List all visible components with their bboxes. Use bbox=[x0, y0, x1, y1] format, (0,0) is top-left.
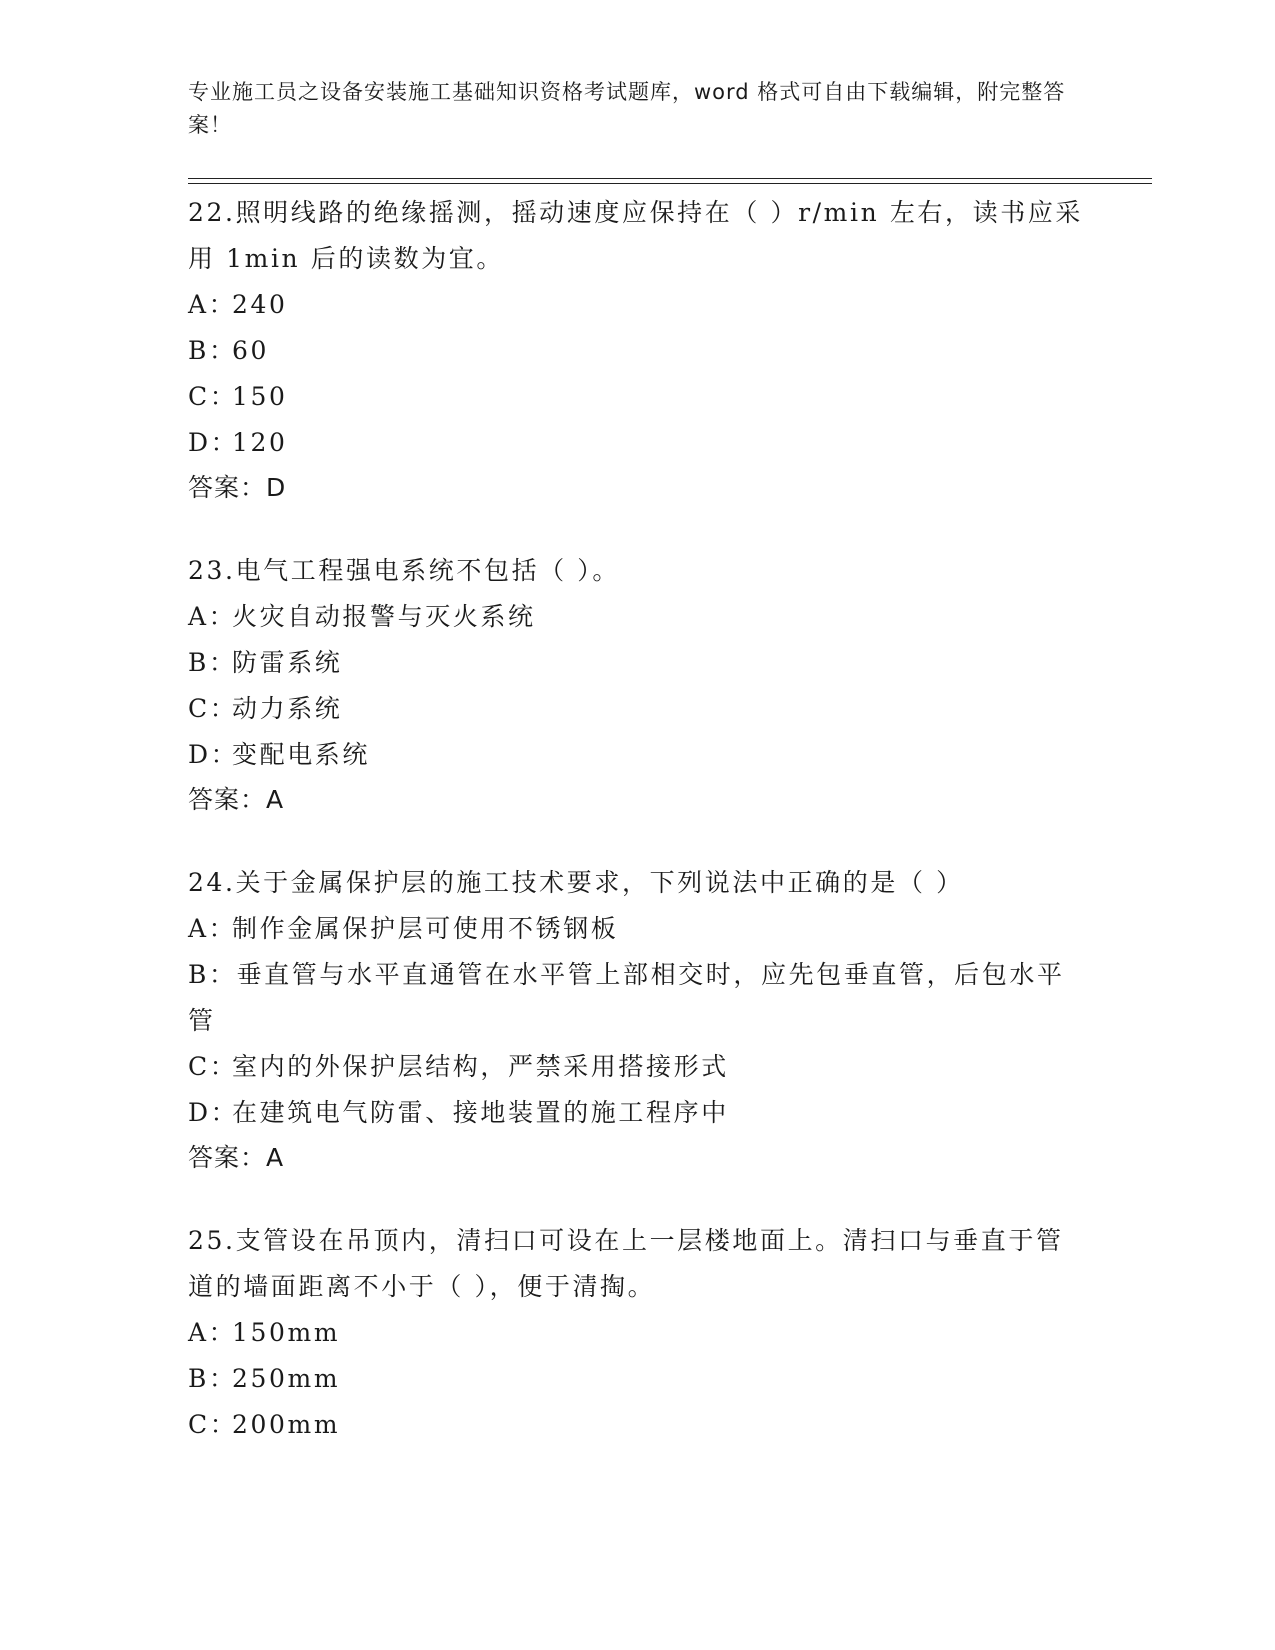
option-value: 150mm bbox=[232, 1318, 341, 1347]
option-a bbox=[188, 906, 1088, 952]
question-number: 23. bbox=[188, 556, 236, 585]
option-value: 防雷系统 bbox=[232, 648, 343, 677]
question-number: 25. bbox=[188, 1226, 236, 1255]
header-text: 专业施工员之设备安装施工基础知识资格考试题库，word 格式可自由下载编辑，附完整答案！ bbox=[188, 80, 1066, 137]
option-value: 120 bbox=[232, 428, 288, 457]
option-a bbox=[188, 1310, 1088, 1356]
answer-value: A bbox=[266, 785, 285, 814]
option-key: B： bbox=[188, 648, 237, 677]
option-c bbox=[188, 1044, 1088, 1090]
option-value: 变配电系统 bbox=[232, 740, 371, 769]
option-key: C： bbox=[188, 382, 238, 411]
option-value: 在建筑电气防雷、接地装置的施工程序中 bbox=[232, 1098, 729, 1127]
option-key: C： bbox=[188, 1410, 238, 1439]
option-value: 室内的外保护层结构，严禁采用搭接形式 bbox=[232, 1052, 729, 1081]
option-key: B： bbox=[188, 1364, 237, 1393]
option-c bbox=[188, 686, 1088, 732]
question-text bbox=[188, 1218, 1088, 1310]
option-key: A： bbox=[188, 290, 237, 319]
option-key: B： bbox=[188, 336, 237, 365]
option-value: 200mm bbox=[232, 1410, 341, 1439]
answer-value: A bbox=[266, 1143, 285, 1172]
option-key: D： bbox=[188, 1098, 239, 1127]
option-key: D： bbox=[188, 428, 239, 457]
answer-line bbox=[188, 1136, 1088, 1180]
option-value: 垂直管与水平直通管在水平管上部相交时，应先包垂直管，后包水平管 bbox=[188, 960, 1065, 1035]
answer-label: 答案： bbox=[188, 1143, 267, 1172]
option-a bbox=[188, 282, 1088, 328]
option-key: A： bbox=[188, 602, 237, 631]
question-body: 照明线路的绝缘摇测，摇动速度应保持在（ ）r/min 左右，读书应采用 1min 后的读数为宜。 bbox=[188, 198, 1084, 273]
question-23 bbox=[188, 548, 1088, 822]
question-text bbox=[188, 548, 1088, 594]
answer-line bbox=[188, 778, 1088, 822]
option-value: 250mm bbox=[232, 1364, 341, 1393]
header-rule-top bbox=[188, 178, 1152, 179]
option-c bbox=[188, 1402, 1088, 1448]
answer-value: D bbox=[266, 473, 287, 502]
option-c bbox=[188, 374, 1088, 420]
option-b bbox=[188, 952, 1088, 1044]
question-body: 关于金属保护层的施工技术要求，下列说法中正确的是（ ） bbox=[235, 868, 964, 897]
option-key: C： bbox=[188, 1052, 238, 1081]
question-body: 支管设在吊顶内，清扫口可设在上一层楼地面上。清扫口与垂直于管道的墙面距离不小于（ ），便于清掏。 bbox=[188, 1226, 1064, 1301]
question-22 bbox=[188, 190, 1088, 510]
question-text bbox=[188, 190, 1088, 282]
option-value: 制作金属保护层可使用不锈钢板 bbox=[232, 914, 619, 943]
option-d bbox=[188, 420, 1088, 466]
question-25 bbox=[188, 1218, 1088, 1448]
option-key: B： bbox=[188, 960, 237, 989]
answer-label: 答案： bbox=[188, 785, 267, 814]
answer-line bbox=[188, 466, 1088, 510]
question-list bbox=[188, 190, 1088, 1486]
document-header bbox=[188, 76, 1088, 142]
question-number: 22. bbox=[188, 198, 236, 227]
question-text bbox=[188, 860, 1088, 906]
option-b bbox=[188, 1356, 1088, 1402]
option-d bbox=[188, 732, 1088, 778]
option-value: 火灾自动报警与灭火系统 bbox=[232, 602, 536, 631]
option-b bbox=[188, 640, 1088, 686]
question-body: 电气工程强电系统不包括（ ）。 bbox=[235, 556, 621, 585]
question-number: 24. bbox=[188, 868, 236, 897]
option-value: 60 bbox=[232, 336, 270, 365]
option-b bbox=[188, 328, 1088, 374]
option-key: C： bbox=[188, 694, 238, 723]
option-value: 150 bbox=[232, 382, 288, 411]
question-24 bbox=[188, 860, 1088, 1180]
option-value: 240 bbox=[232, 290, 288, 319]
option-a bbox=[188, 594, 1088, 640]
header-rule-bottom bbox=[188, 183, 1152, 184]
option-key: A： bbox=[188, 914, 237, 943]
answer-label: 答案： bbox=[188, 473, 267, 502]
option-d bbox=[188, 1090, 1088, 1136]
option-value: 动力系统 bbox=[232, 694, 343, 723]
option-key: A： bbox=[188, 1318, 237, 1347]
option-key: D： bbox=[188, 740, 239, 769]
